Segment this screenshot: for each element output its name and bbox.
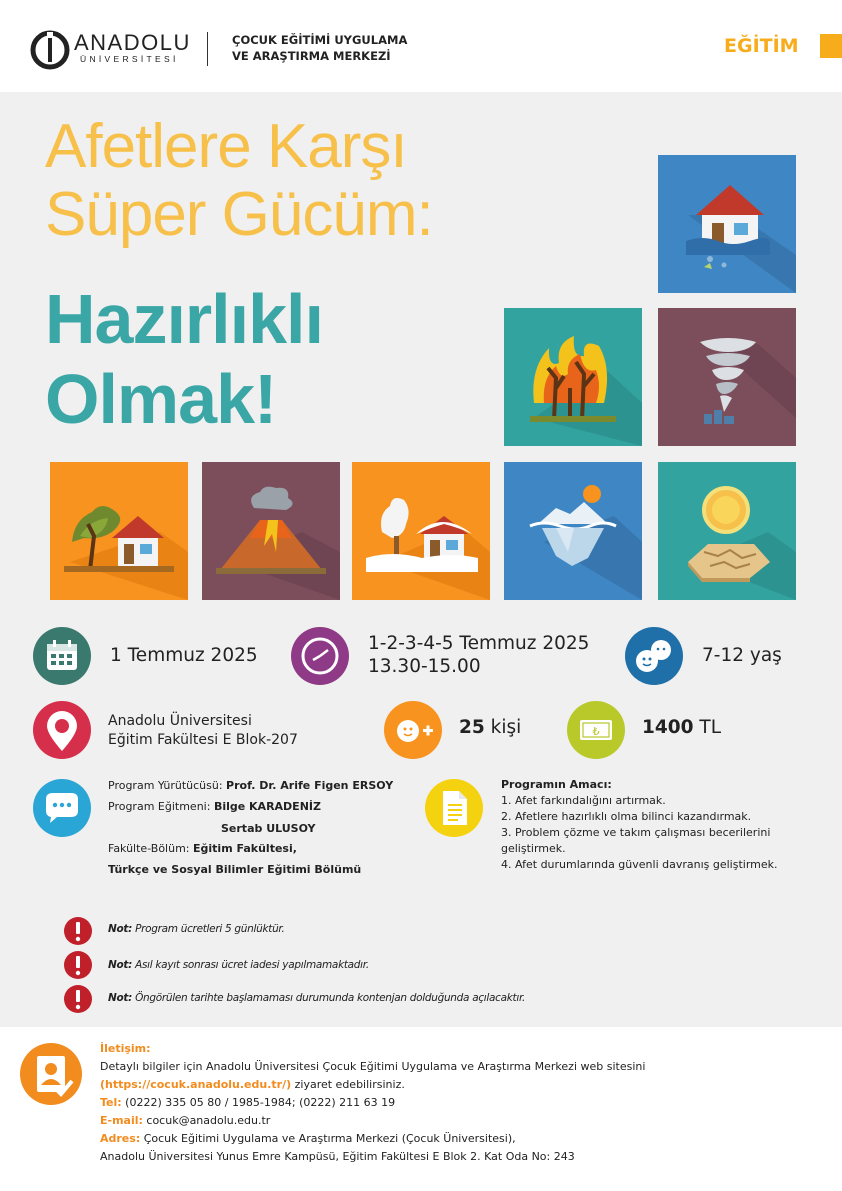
website-link[interactable]: (https://cocuk.anadolu.edu.tr/)	[100, 1078, 292, 1091]
location-line2: Eğitim Fakültesi E Blok-207	[108, 732, 298, 748]
contact-info	[100, 1040, 645, 1166]
program-trainer2	[221, 818, 316, 839]
email-label: E-mail:	[100, 1114, 143, 1127]
logo-name: ANADOLU	[74, 30, 191, 55]
address-line2: Anadolu Üniversitesi Yunus Emre Kampüsü, Eğitim Fakültesi E Blok 2. Kat Oda No: 243	[100, 1150, 575, 1163]
logo-subtitle: ÜNİVERSİTESİ	[80, 54, 179, 64]
address-line1: Çocuk Eğitimi Uygulama ve Araştırma Merkezi (Çocuk Üniversitesi),	[140, 1132, 516, 1145]
tornado-icon	[658, 308, 796, 446]
program-purpose	[501, 777, 778, 873]
purpose-item: 2. Afetlere hazırlıklı olma bilinci kazandırmak.	[501, 810, 752, 823]
note-text: Program ücretleri 5 günlüktür.	[135, 923, 285, 935]
banknote-icon	[567, 701, 625, 759]
executive-name: Prof. Dr. Arife Figen ERSOY	[226, 779, 394, 792]
program-executive	[108, 775, 393, 796]
capacity	[459, 717, 521, 738]
warning-icon	[63, 916, 93, 946]
warning-icon	[63, 984, 93, 1014]
contact-card-icon	[20, 1043, 82, 1105]
header	[0, 0, 842, 92]
children-faces-icon	[625, 627, 683, 685]
email-value[interactable]: cocuk@anadolu.edu.tr	[142, 1114, 271, 1127]
note-label: Not:	[108, 959, 133, 971]
contact-title: İletişim:	[100, 1042, 151, 1055]
contact-line2: ziyaret edebilirsiniz.	[291, 1078, 405, 1091]
note-text: Öngörülen tarihte başlamaması durumunda kontenjan dolduğunda açılacaktır.	[135, 992, 526, 1004]
warning-icon	[63, 950, 93, 980]
purpose-item: 4. Afet durumlarında güvenli davranış geliştirmek.	[501, 858, 778, 871]
start-date: 1 Temmuz 2025	[110, 645, 258, 666]
center-name-line1: ÇOCUK EĞİTİMİ UYGULAMA	[232, 33, 408, 47]
university-logo-icon	[30, 30, 70, 70]
category-marker	[820, 34, 842, 58]
contact-line1: Detaylı bilgiler için Anadolu Üniversitesi Çocuk Eğitimi Uygulama ve Araştırma Merkezi web sitesini	[100, 1060, 646, 1073]
program-dates: 1-2-3-4-5 Temmuz 2025	[368, 633, 590, 654]
program-time: 13.30-15.00	[368, 656, 481, 677]
note-label: Not:	[108, 992, 133, 1004]
note-label: Not:	[108, 923, 133, 935]
trainer-label: Program Eğitmeni:	[108, 800, 211, 813]
location-line1: Anadolu Üniversitesi	[108, 713, 252, 729]
price	[642, 717, 721, 738]
program-trainer	[108, 796, 321, 817]
purpose-item: geliştirmek.	[501, 842, 566, 855]
add-child-icon	[384, 701, 442, 759]
calendar-icon	[33, 627, 91, 685]
department	[108, 859, 361, 880]
purpose-item: 1. Afet farkındalığını artırmak.	[501, 794, 666, 807]
trainer-name2: Sertab ULUSOY	[221, 822, 316, 835]
title-line4: Olmak!	[45, 360, 277, 438]
department-name: Türkçe ve Sosyal Bilimler Eğitimi Bölümü	[108, 863, 362, 876]
volcano-icon	[202, 462, 340, 600]
tel-value: (0222) 335 05 80 / 1985-1984; (0222) 211 63 19	[121, 1096, 396, 1109]
age-range: 7-12 yaş	[702, 645, 782, 666]
capacity-unit: kişi	[490, 717, 522, 738]
title-line1: Afetlere Karşı	[45, 112, 407, 181]
forest-fire-icon	[504, 308, 642, 446]
title-line2: Süper Gücüm:	[45, 180, 433, 249]
clock-icon	[291, 627, 349, 685]
price-unit: TL	[699, 717, 721, 738]
note-1	[108, 923, 285, 935]
note-text: Asıl kayıt sonrası ücret iadesi yapılmamaktadır.	[135, 959, 369, 971]
faculty	[108, 838, 297, 859]
storm-house-icon	[50, 462, 188, 600]
price-number: 1400	[642, 717, 694, 738]
tel-label: Tel:	[100, 1096, 122, 1109]
header-divider	[207, 32, 208, 66]
chat-bubble-icon	[33, 779, 91, 837]
purpose-item: 3. Problem çözme ve takım çalışması becerilerini	[501, 826, 771, 839]
note-2	[108, 959, 369, 971]
purpose-title: Programın Amacı:	[501, 778, 612, 791]
faculty-name: Eğitim Fakültesi,	[193, 842, 297, 855]
flood-house-icon	[658, 155, 796, 293]
faculty-label: Fakülte-Bölüm:	[108, 842, 190, 855]
center-name-line2: VE ARAŞTIRMA MERKEZİ	[232, 49, 391, 63]
snow-house-icon	[352, 462, 490, 600]
executive-label: Program Yürütücüsü:	[108, 779, 223, 792]
svg-text:₺: ₺	[592, 725, 600, 738]
iceberg-icon	[504, 462, 642, 600]
document-icon	[425, 779, 483, 837]
title-line3: Hazırlıklı	[45, 280, 323, 358]
drought-icon	[658, 462, 796, 600]
category-label: EĞİTİM	[724, 35, 799, 57]
capacity-number: 25	[459, 717, 485, 738]
trainer-name1: Bilge KARADENİZ	[213, 800, 321, 813]
location-pin-icon	[33, 701, 91, 759]
note-3	[108, 992, 525, 1004]
address-label: Adres:	[100, 1132, 141, 1145]
